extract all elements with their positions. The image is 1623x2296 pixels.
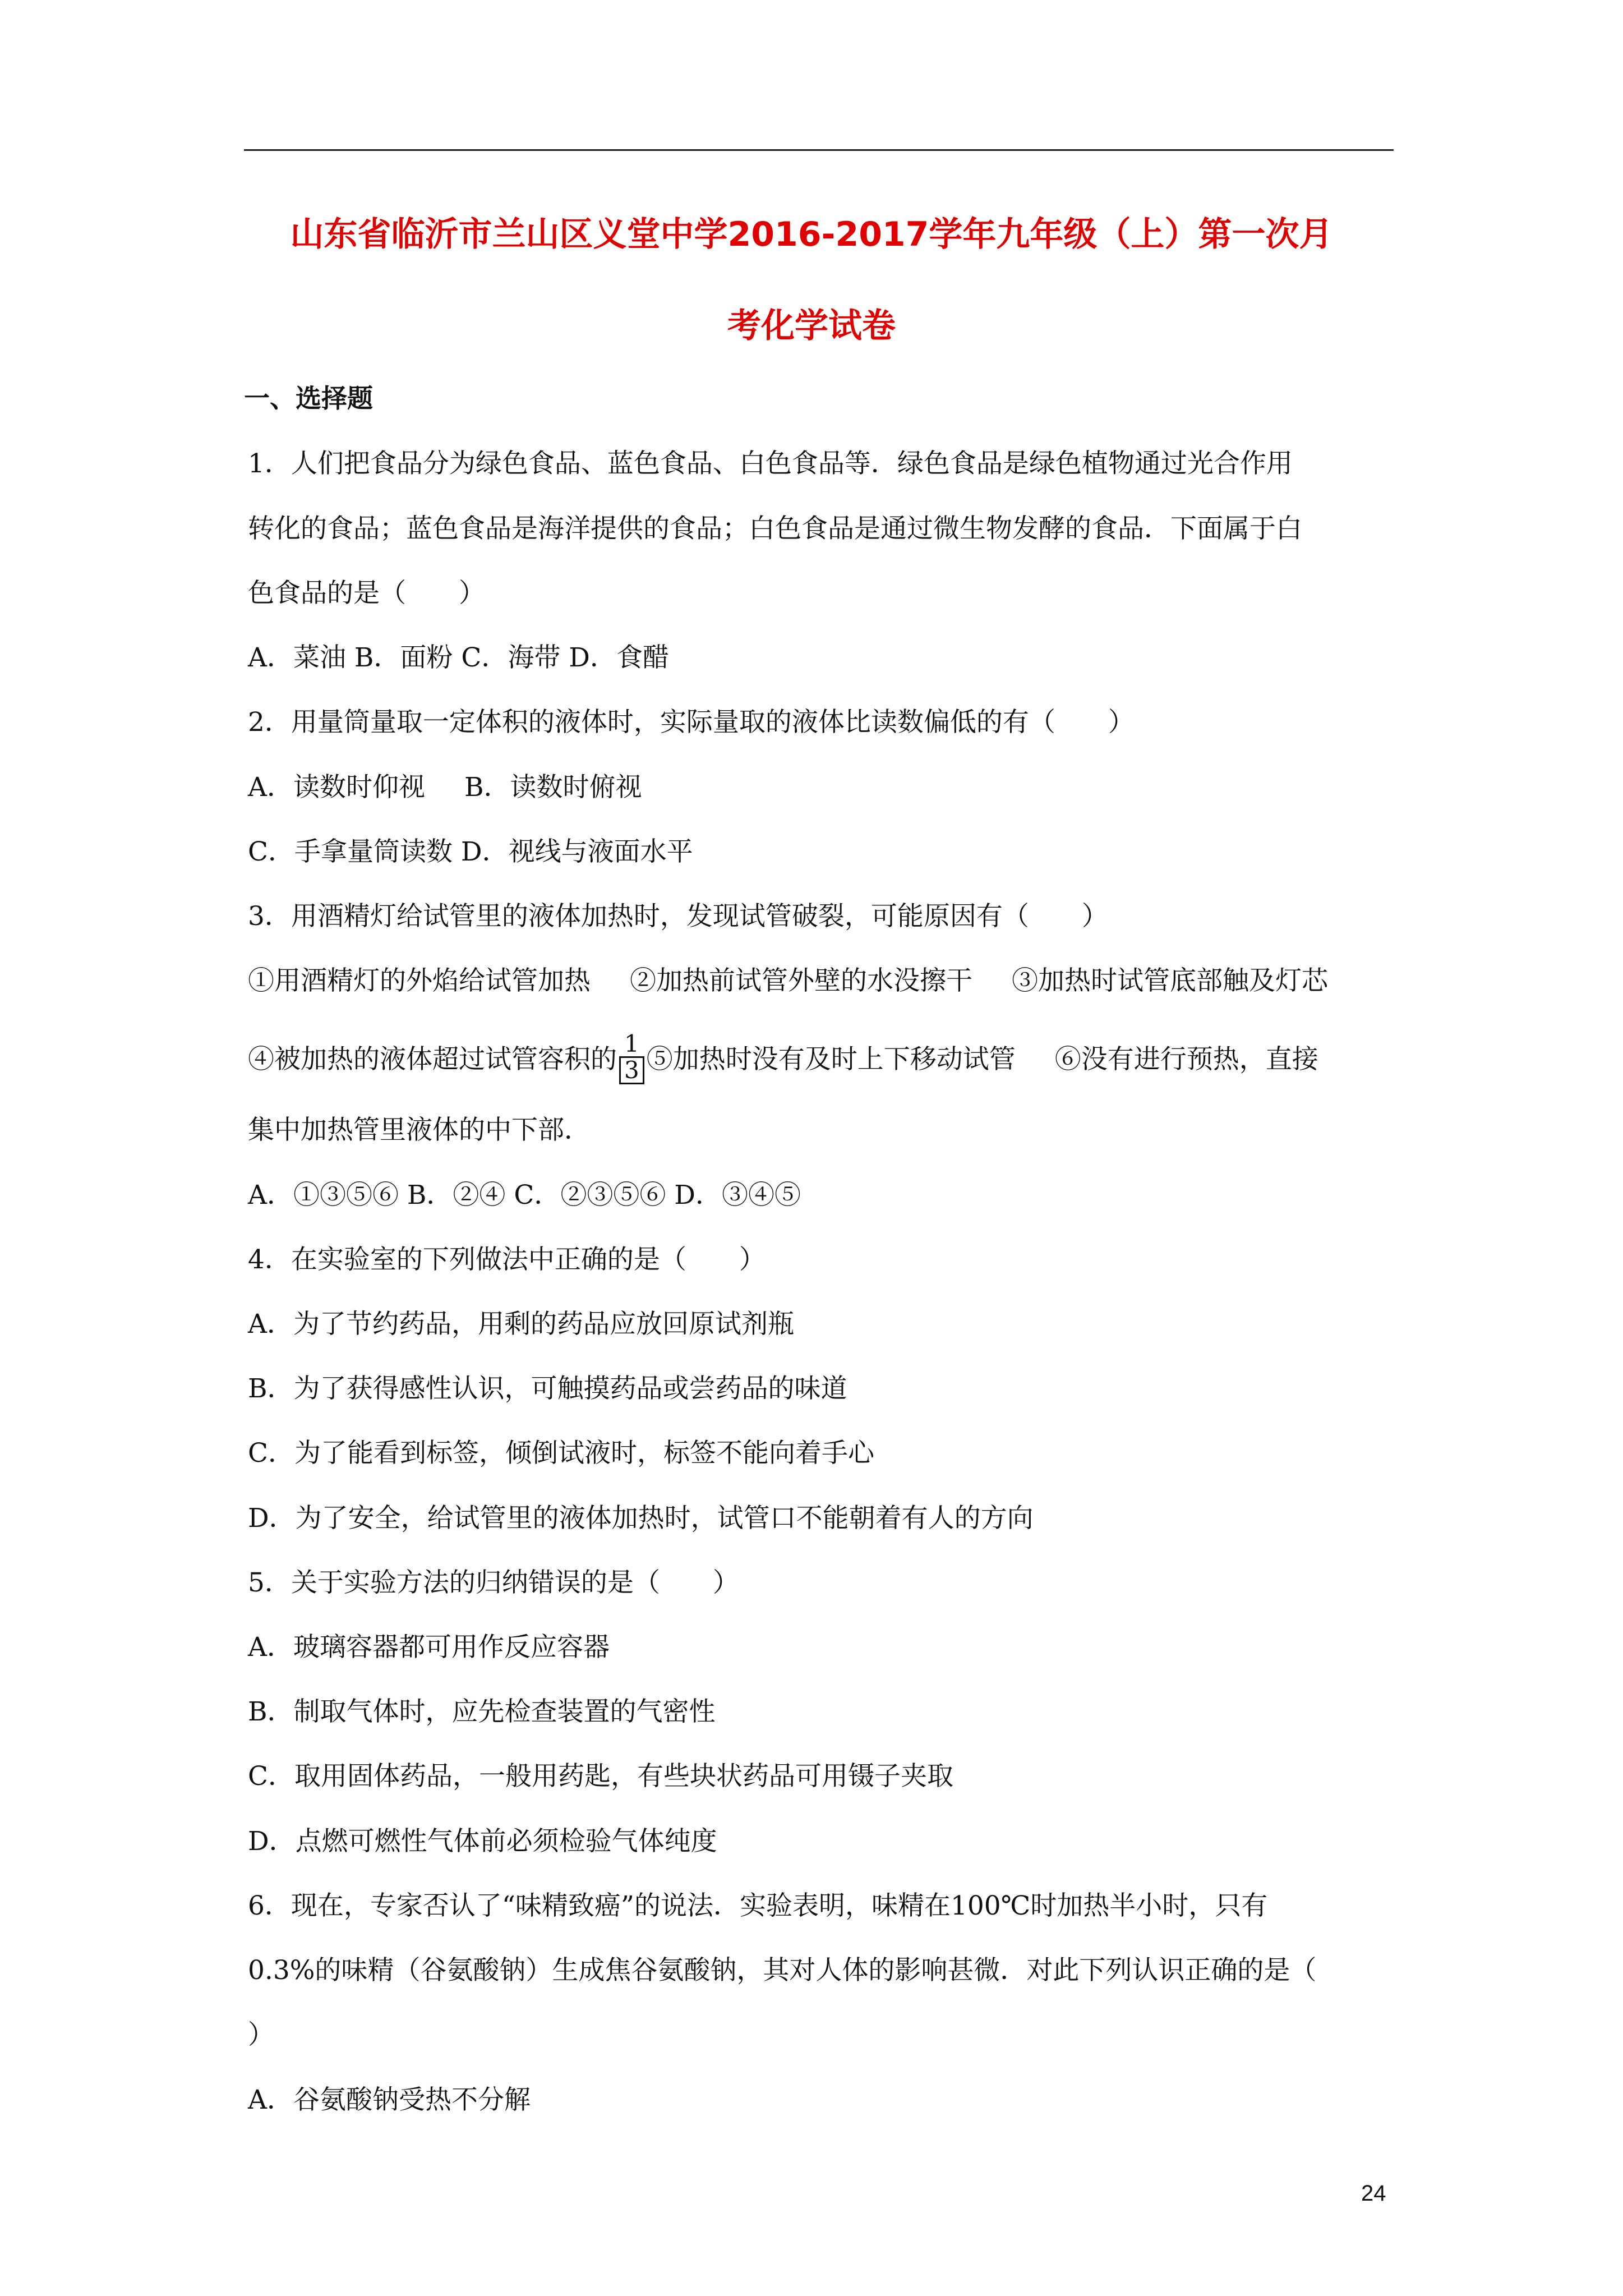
reason-1: ①用酒精灯的外焰给试管加热 (248, 965, 591, 996)
question-2-option-b: B．读数时俯视 (464, 772, 642, 803)
question-1-line-2: 转化的食品；蓝色食品是海洋提供的食品；白色食品是通过微生物发酵的食品．下面属于白 (248, 513, 1302, 544)
reason-2: ②加热前试管外壁的水没擦干 (630, 965, 972, 996)
fraction-denominator: 3 (619, 1058, 644, 1084)
question-4-option-d: D．为了安全，给试管里的液体加热时，试管口不能朝着有人的方向 (248, 1503, 1034, 1534)
question-6-line-2: 0.3%的味精（谷氨酸钠）生成焦谷氨酸钠，其对人体的影响甚微．对此下列认识正确的是（ (248, 1955, 1317, 1986)
exam-title-line-1: 山东省临沂市兰山区义堂中学2016-2017学年九年级（上）第一次月 (290, 215, 1333, 254)
question-2-stem: 2．用量筒量取一定体积的液体时，实际量取的液体比读数偏低的有（ ） (248, 707, 1135, 738)
question-6-line-1: 6．现在，专家否认了“味精致癌”的说法．实验表明，味精在100℃时加热半小时，只有 (248, 1890, 1268, 1921)
question-2-options-cd: C．手拿量筒读数 D．视线与液面水平 (248, 836, 693, 867)
reason-6: ⑥没有进行预热，直接 (1054, 1044, 1318, 1075)
question-3-options: A．①③⑤⑥ B．②④ C．②③⑤⑥ D．③④⑤ (248, 1180, 801, 1211)
exam-title-line-2: 考化学试卷 (727, 306, 896, 346)
question-2-option-a: A．读数时仰视 (248, 772, 425, 803)
question-4-stem: 4．在实验室的下列做法中正确的是（ ） (248, 1244, 766, 1275)
question-4-option-b: B．为了获得感性认识，可触摸药品或尝药品的味道 (248, 1373, 847, 1404)
question-3-reasons-line-2 (248, 1030, 1318, 1088)
question-6-option-a: A．谷氨酸钠受热不分解 (248, 2085, 531, 2115)
question-6-line-3: ） (248, 2019, 274, 2050)
page-number: 24 (1361, 2181, 1386, 2206)
reason-3: ③加热时试管底部触及灯芯 (1012, 965, 1328, 996)
question-1-line-1: 1．人们把食品分为绿色食品、蓝色食品、白色食品等．绿色食品是绿色植物通过光合作用 (248, 448, 1293, 479)
question-5-option-b: B．制取气体时，应先检查装置的气密性 (248, 1696, 716, 1727)
fraction-one-third (619, 1032, 644, 1084)
question-3-stem: 3．用酒精灯给试管里的液体加热时，发现试管破裂，可能原因有（ ） (248, 901, 1108, 932)
question-1-options: A．菜油 B．面粉 C．海带 D．食醋 (248, 642, 669, 673)
fraction-numerator: 1 (619, 1032, 644, 1058)
header-rule (244, 149, 1394, 151)
reason-5: ⑤加热时没有及时上下移动试管 (646, 1044, 1016, 1075)
question-5-stem: 5．关于实验方法的归纳错误的是（ ） (248, 1567, 739, 1598)
question-5-option-d: D．点燃可燃性气体前必须检验气体纯度 (248, 1826, 717, 1857)
question-1-line-3: 色食品的是（ ） (248, 578, 485, 609)
question-2-options-ab (248, 771, 642, 804)
question-4-option-a: A．为了节约药品，用剩的药品应放回原试剂瓶 (248, 1309, 794, 1340)
question-5-option-c: C．取用固体药品，一般用药匙，有些块状药品可用镊子夹取 (248, 1761, 953, 1792)
section-heading: 一、选择题 (244, 383, 373, 413)
question-3-reasons-line-3: 集中加热管里液体的中下部． (248, 1115, 591, 1145)
question-4-option-c: C．为了能看到标签，倾倒试液时，标签不能向着手心 (248, 1438, 874, 1469)
question-3-reasons-line-1 (248, 964, 1328, 998)
question-5-option-a: A．玻璃容器都可用作反应容器 (248, 1632, 610, 1663)
reason-4: ④被加热的液体超过试管容积的 (248, 1044, 617, 1075)
